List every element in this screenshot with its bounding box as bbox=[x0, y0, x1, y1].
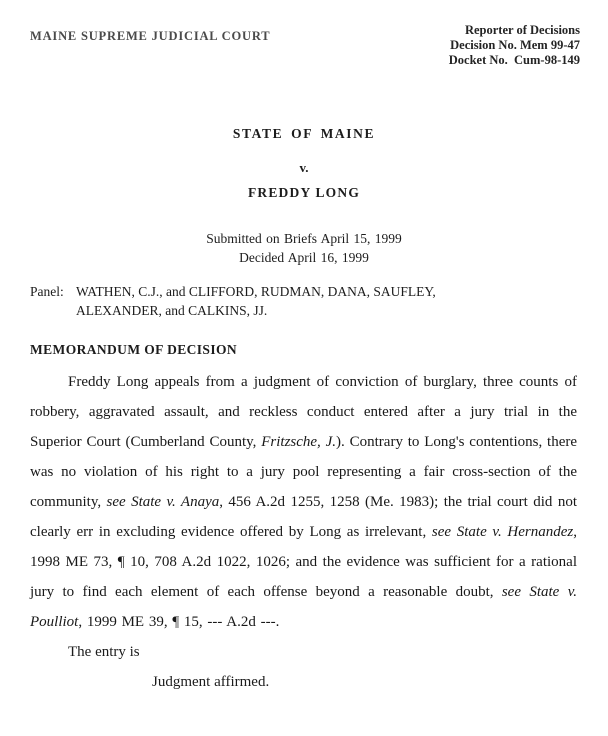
reporter-block bbox=[449, 23, 580, 68]
panel-section bbox=[30, 283, 577, 320]
submitted-date: Submitted on Briefs April 15, 1999 bbox=[206, 231, 402, 246]
defendant-name: FREDDY LONG bbox=[247, 185, 361, 200]
memorandum-heading: MEMORANDUM OF DECISION bbox=[30, 342, 238, 357]
panel-label: Panel: bbox=[30, 284, 64, 299]
docket-number: Docket No. Cum-98-149 bbox=[448, 53, 580, 67]
decision-number: Decision No. Mem 99-47 bbox=[450, 38, 580, 52]
case-caption bbox=[0, 124, 608, 267]
panel-names bbox=[76, 283, 436, 320]
document-header bbox=[0, 0, 608, 68]
court-name: MAINE SUPREME JUDICIAL COURT bbox=[30, 29, 271, 43]
plaintiff-name: STATE OF MAINE bbox=[232, 126, 376, 141]
judgment-line: Judgment affirmed. bbox=[152, 674, 270, 690]
versus-abbreviation: v. bbox=[299, 160, 309, 175]
panel-names-line-1: WATHEN, C.J., and CLIFFORD, RUDMAN, DANA, SAUFLEY, bbox=[76, 284, 436, 299]
memorandum-body-paragraph: Freddy Long appeals from a judgment of conviction of burglary, three counts of robbery, aggravated assault, and reckless conduct entered after a jury trial in the Superior Court (Cumberland County, Fritzsche, J.). Contrary to Long's contentions, there was no violation of his right to a jury pool representing a fair cross-section of the community, see State v. Anaya, 456 A.2d 1255, 1258 (Me. 1983); the trial court did not clearly err in excluding evidence offered by Long as irrelevant, see State v. Hernandez, 1998 ME 73, ¶ 10, 708 A.2d 1022, 1026; and the evidence was sufficient for a rational jury to find each element of each offense beyond a reasonable doubt, see State v. Poulliot, 1999 ME 39, ¶ 15, --- A.2d ---. bbox=[30, 374, 577, 630]
reporter-of-decisions: Reporter of Decisions bbox=[464, 23, 580, 37]
entry-intro-line: The entry is bbox=[68, 644, 140, 660]
panel-names-line-2: ALEXANDER, and CALKINS, JJ. bbox=[76, 302, 268, 318]
decided-date: Decided April 16, 1999 bbox=[239, 250, 369, 265]
